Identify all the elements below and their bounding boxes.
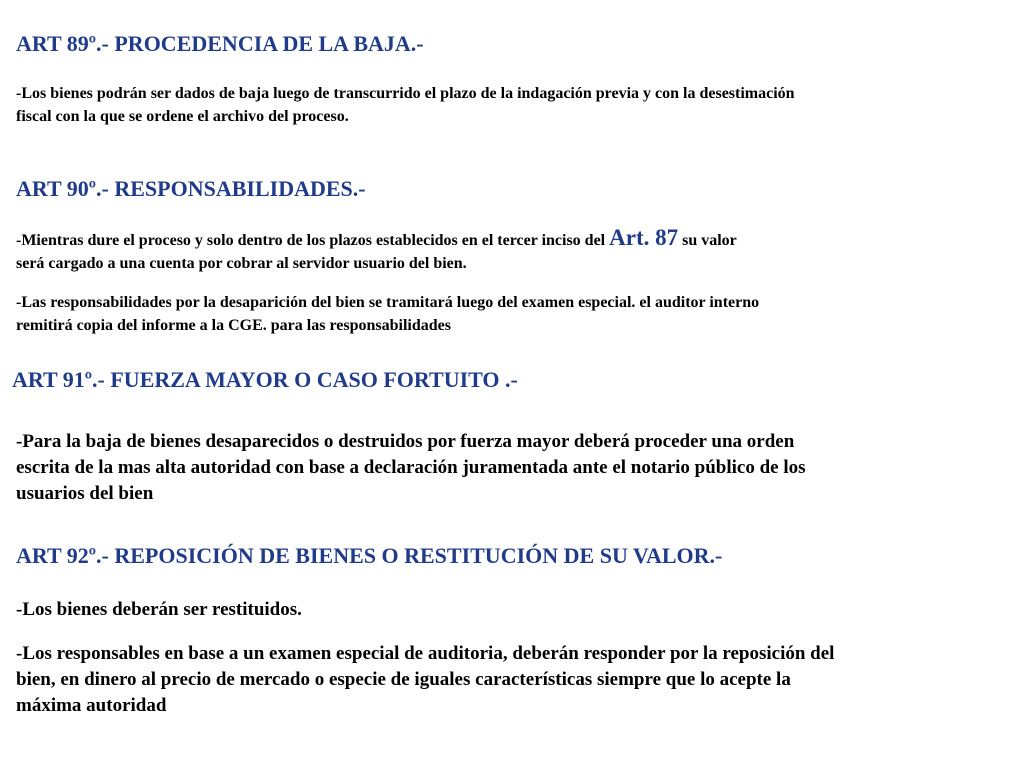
art-91-line-2: escrita de la mas alta autoridad con base a declaración juramentada ante el notario público de los	[16, 457, 806, 478]
art-92-p2-line-1: -Los responsables en base a un examen especial de auditoria, deberán responder por la reposición del	[16, 643, 835, 664]
art-91-line-3: usuarios del bien	[16, 483, 154, 504]
art-92-heading: ART 92º.- REPOSICIÓN DE BIENES O RESTITUCIÓN DE SU VALOR.-	[16, 543, 723, 568]
art-90-heading: ART 90º.- RESPONSABILIDADES.-	[16, 176, 366, 201]
art-90-p1-text-before: -Mientras dure el proceso y solo dentro de los plazos establecidos en el tercer inciso del	[16, 232, 610, 249]
art-89-line-1: -Los bienes podrán ser dados de baja luego de transcurrido el plazo de la indagación previa y con la desestimación	[16, 85, 795, 102]
art-90-p2-line-1: -Las responsabilidades por la desaparición del bien se tramitará luego del examen especial. el auditor interno	[16, 294, 760, 311]
art-92-p1-line-1: -Los bienes deberán ser restituidos.	[16, 599, 302, 620]
art-90-p1-line-1	[16, 226, 737, 252]
art-90-paragraph-1	[16, 226, 737, 275]
art-92-paragraph-2	[16, 641, 834, 719]
art-90-p1-text-after: su valor	[678, 232, 737, 249]
art-92-paragraph-1	[16, 597, 302, 623]
article-87-reference: Art. 87	[609, 225, 679, 250]
art-91-paragraph	[16, 429, 806, 507]
art-92-p2-line-3: máxima autoridad	[16, 695, 167, 716]
art-89-line-2: fiscal con la que se ordene el archivo del proceso.	[16, 108, 349, 125]
art-89-paragraph	[16, 82, 795, 128]
art-89-heading: ART 89º.- PROCEDENCIA DE LA BAJA.-	[16, 31, 424, 56]
art-90-paragraph-2	[16, 291, 759, 337]
art-92-p2-line-2: bien, en dinero al precio de mercado o especie de iguales características siempre que lo acepte la	[16, 669, 791, 690]
art-90-p1-line-2: será cargado a una cuenta por cobrar al servidor usuario del bien.	[16, 255, 467, 272]
art-91-heading: ART 91º.- FUERZA MAYOR O CASO FORTUITO .-	[12, 367, 518, 392]
art-90-p2-line-2: remitirá copia del informe a la CGE. para las responsabilidades	[16, 317, 451, 334]
art-91-line-1: -Para la baja de bienes desaparecidos o destruidos por fuerza mayor deberá proceder una orden	[16, 431, 795, 452]
